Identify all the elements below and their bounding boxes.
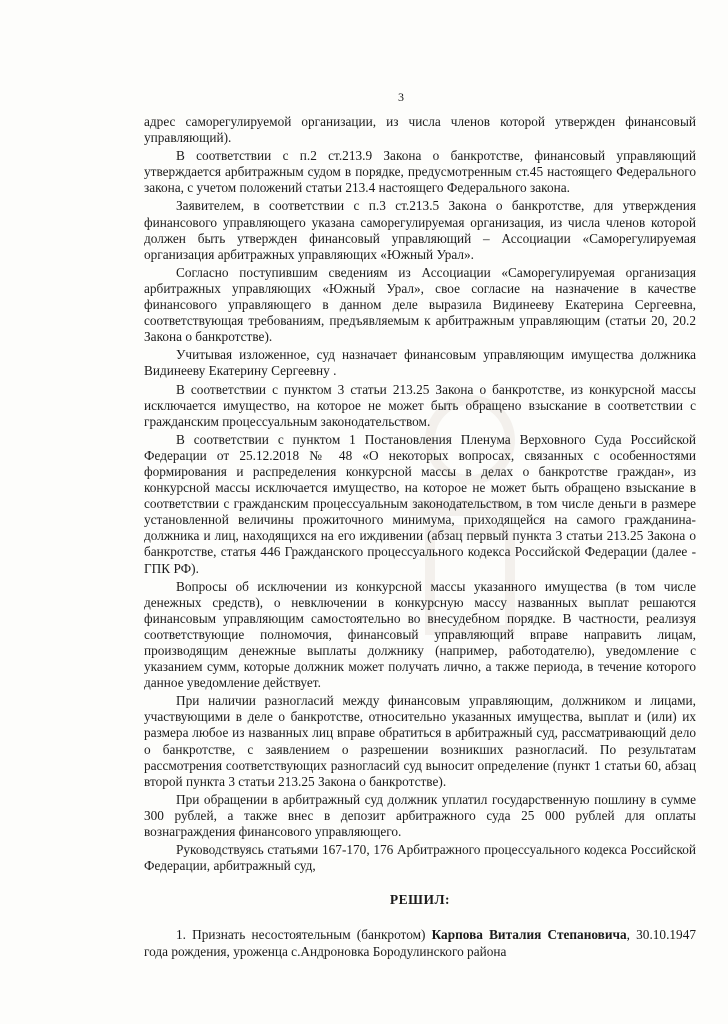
paragraph: В соответствии с пунктом 3 статьи 213.25 Закона о банкротстве, из конкурсной массы исключается имущество, на которое не может быть обращено взыскание в соответствии с гражданским процессуальным законодательством. [144,381,696,429]
decision-item-suffix: , 30.10.1947 года рождения, уроженца с.Андроновка Бородулинского района [144,927,696,960]
paragraph: Вопросы об исключении из конкурсной массы указанного имущества (в том числе денежных средств), о невключении в конкурсную массу названных выплат решаются финансовым управляющим самостоятельно во внесудебном порядке. В частности, реализуя соответствующие полномочия, финансовый управляющий вправе направить лицам, производящим денежные выплаты должнику (например, работодателю), уведомление с указанием сумм, которые должник может получать лично, а также периода, в течение которого данное уведомление действует. [144,578,696,691]
page-number: 3 [398,90,404,104]
paragraph: В соответствии с пунктом 1 Постановления Пленума Верховного Суда Российской Федерации от 25.12.2018 № 48 «О некоторых вопросах, связанных с особенностями формирования и распределения конкурсной массы в делах о банкротстве граждан», из конкурсной массы исключается имущество, на которое не может быть обращено взыскание в соответствии с гражданским процессуальным законодательством, в том числе деньги в размере установленной величины прожиточного минимума, приходящейся на самого гражданина-должника и лиц, находящихся на его иждивении (абзац первый пункта 3 статьи 213.25 Закона о банкротстве, статья 446 Гражданского процессуального кодекса Российской Федерации (далее - ГПК РФ). [144,431,696,576]
paragraph: При обращении в арбитражный суд должник уплатил государственную пошлину в сумме 300 рублей, а также внес в депозит арбитражного суда 25 000 рублей для оплаты вознаграждения финансового управляющего. [144,791,696,840]
paragraph: Руководствуясь статьями 167-170, 176 Арбитражного процессуального кодекса Российской Федерации, арбитражный суд, [144,842,696,874]
decision-item [144,926,696,960]
paragraph: адрес саморегулируемой организации, из числа членов которой утвержден финансовый управляющий). [144,114,696,146]
paragraph: Учитывая изложенное, суд назначает финансовым управляющим имущества должника Видинееву Екатерину Сергеевну . [144,347,696,379]
document-body [144,114,696,960]
paragraph: Согласно поступившим сведениям из Ассоциации «Саморегулируемая организация арбитражных управляющих «Южный Урал», свое согласие на назначение в качестве финансового управляющего в данном деле выразила Видинееву Екатерина Сергеевна, соответствующая требованиям, предъявляемым к арбитражным управляющим (статьи 20, 20.2 Закона о банкротстве). [144,264,696,345]
decision-item-prefix: 1. Признать несостоятельным (банкротом) [176,927,432,943]
paragraph: При наличии разногласий между финансовым управляющим, должником и лицами, участвующими в деле о банкротстве, относительно указанных имущества, выплат и (или) их размера любое из названных лиц вправе обратиться в арбитражный суд, рассматривающий дело о банкротстве, с заявлением о разрешении возникших разногласий. По результатам рассмотрения соответствующих разногласий суд выносит определение (пункт 1 статьи 60, абзац второй пункта 3 статьи 213.25 Закона о банкротстве). [144,693,696,789]
paragraph: Заявителем, в соответствии с п.3 ст.213.5 Закона о банкротстве, для утверждения финансового управляющего указана саморегулируемая организация, из числа членов которой должен быть утвержден финансовый управляющий – Ассоциации «Саморегулируемая организация арбитражных управляющих «Южный Урал». [144,198,696,262]
paragraph: В соответствии с п.2 ст.213.9 Закона о банкротстве, финансовый управляющий утверждается арбитражным судом в порядке, предусмотренным ст.45 настоящего Федерального закона, с учетом положений статьи 213.4 настоящего Федерального закона. [144,148,696,196]
decision-title: РЕШИЛ: [389,892,451,908]
debtor-name: Карпова Виталия Степановича [431,927,627,943]
